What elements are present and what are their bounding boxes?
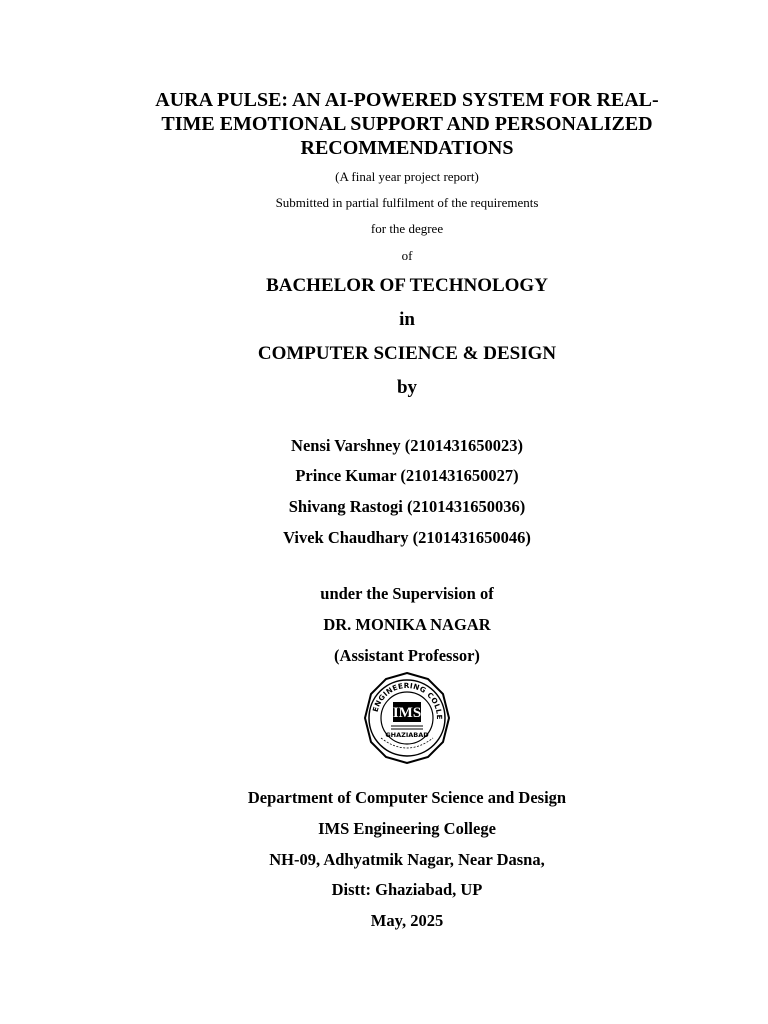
report-title-line-2: TIME EMOTIONAL SUPPORT AND PERSONALIZED: [161, 113, 653, 135]
svg-text:IMS ENGINEERING COLLEGE: ENGINEERING COLLE: [370, 680, 445, 720]
report-subtitle: (A final year project report): [335, 169, 479, 184]
supervisor-designation: (Assistant Professor): [334, 646, 480, 665]
submission-text-line-3: of: [401, 248, 413, 263]
submission-text-line-1: Submitted in partial fulfilment of the requirements: [275, 195, 539, 210]
submission-text-line-2: for the degree: [370, 221, 444, 236]
author-4: Vivek Chaudhary (2101431650046): [283, 528, 531, 547]
report-title-line-1: AURA PULSE: AN AI-POWERED SYSTEM FOR REAL-: [155, 89, 659, 111]
branch-name: COMPUTER SCIENCE & DESIGN: [257, 343, 557, 364]
report-date: May, 2025: [370, 911, 444, 930]
address-line-1: NH-09, Adhyatmik Nagar, Near Dasna,: [269, 850, 545, 869]
report-title-line-3: RECOMMENDATIONS: [300, 137, 514, 159]
by-word: by: [396, 377, 418, 398]
author-1: Nensi Varshney (2101431650023): [291, 436, 523, 455]
logo-center-text: IMS: [392, 705, 422, 721]
college-emblem-icon: [361, 672, 453, 764]
in-word: in: [399, 309, 415, 330]
address-line-2: Distt: Ghaziabad, UP: [331, 880, 483, 899]
supervisor-name: DR. MONIKA NAGAR: [323, 615, 491, 634]
degree-name: BACHELOR OF TECHNOLOGY: [266, 275, 548, 296]
department-name: Department of Computer Science and Design: [247, 788, 567, 807]
author-3: Shivang Rastogi (2101431650036): [288, 497, 526, 516]
college-name: IMS Engineering College: [318, 819, 496, 838]
author-2: Prince Kumar (2101431650027): [295, 466, 519, 485]
supervision-heading: under the Supervision of: [320, 584, 494, 603]
logo-bottom-text: GHAZIABAD: [385, 731, 429, 739]
